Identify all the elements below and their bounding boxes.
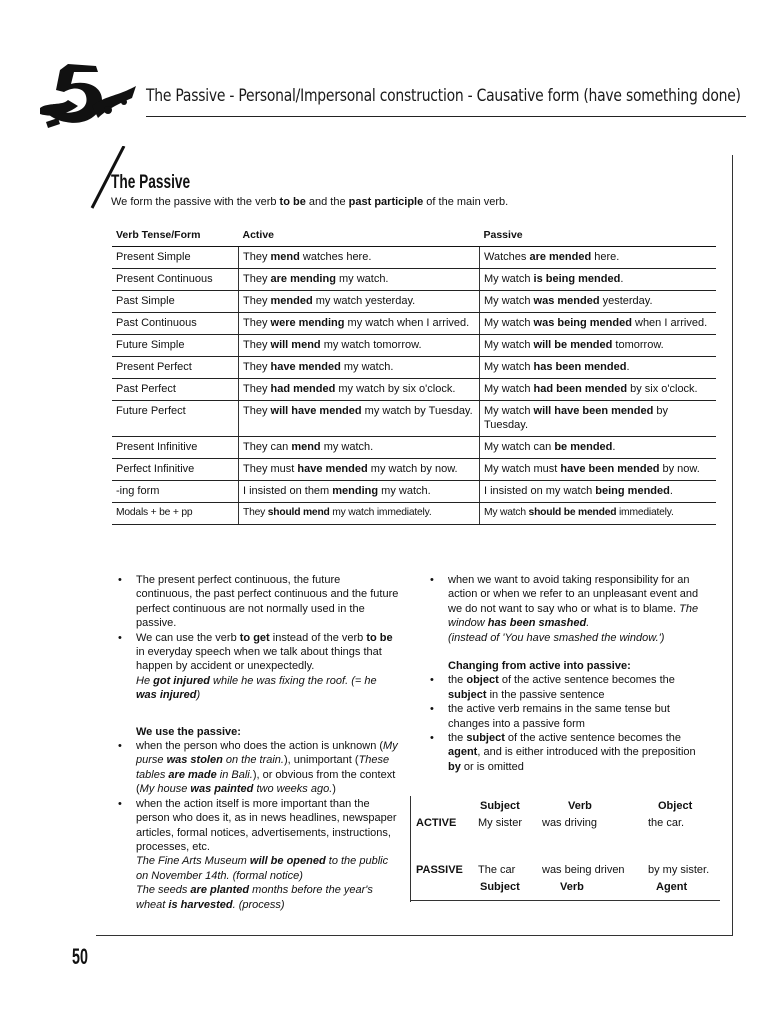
active-example-cell: They mend watches here. <box>239 247 480 269</box>
frame-bottom-border <box>96 935 733 936</box>
table-row <box>112 459 716 481</box>
tense-table <box>112 226 716 525</box>
table-header-row <box>112 226 716 247</box>
passive-example-cell: My watch will be mended tomorrow. <box>480 335 717 357</box>
diagram-passive-subject: The car <box>478 864 516 876</box>
active-example-cell: They will have mended my watch by Tuesday. <box>239 401 480 437</box>
tense-name-cell: Present Continuous <box>112 269 239 291</box>
diagram-active-object: the car. <box>648 817 685 829</box>
notes-right <box>428 573 710 774</box>
note-action-important: • when the action itself is more important than the person who does it, as in news headlines, newspaper articles, formal notices, advertisements, instructions, processes, etc. The Fine Arts Museum will be opened to the public on November 14th. (formal notice) The seeds are planted months before the year's wheat is harvested. (process) <box>116 797 399 912</box>
passive-example-cell: I insisted on my watch being mended. <box>480 481 717 503</box>
passive-example-cell: My watch must have been mended by now. <box>480 459 717 481</box>
diagram-active-label: ACTIVE <box>416 817 457 829</box>
diagram-bottom-border <box>410 900 720 901</box>
diagram-header-verb: Verb <box>568 800 592 812</box>
table-row <box>112 335 716 357</box>
diagram-active-subject: My sister <box>478 817 522 829</box>
tense-name-cell: Past Continuous <box>112 313 239 335</box>
active-example-cell: They mended my watch yesterday. <box>239 291 480 313</box>
diagram-footer-verb: Verb <box>560 881 584 893</box>
note-verb-tense: • the active verb remains in the same tense but changes into a passive form <box>428 702 710 731</box>
table-row <box>112 401 716 437</box>
header-verb-tense: Verb Tense/Form <box>112 226 239 247</box>
diagram-active-verb: was driving <box>542 817 598 829</box>
tense-name-cell: Past Simple <box>112 291 239 313</box>
page-number: 50 <box>72 944 88 969</box>
table-row <box>112 269 716 291</box>
tense-name-cell: -ing form <box>112 481 239 503</box>
passive-example-cell: My watch has been mended. <box>480 357 717 379</box>
tense-name-cell: Present Simple <box>112 247 239 269</box>
active-example-cell: They will mend my watch tomorrow. <box>239 335 480 357</box>
section-intro: We form the passive with the verb to be and the past participle of the main verb. <box>111 196 509 208</box>
table-row <box>112 357 716 379</box>
table-row <box>112 291 716 313</box>
table-row <box>112 379 716 401</box>
passive-example-cell: My watch was being mended when I arrived. <box>480 313 717 335</box>
notes-left <box>116 573 399 912</box>
note-unknown-agent: • when the person who does the action is unknown (My purse was stolen on the train.), unimportant (These tables are made in Bali.), or obvious from the context (My house was painted two weeks ago.) <box>116 739 399 797</box>
table-row <box>112 437 716 459</box>
active-example-cell: They were mending my watch when I arrived. <box>239 313 480 335</box>
tense-name-cell: Future Simple <box>112 335 239 357</box>
tense-name-cell: Present Infinitive <box>112 437 239 459</box>
diagram-header-object: Object <box>658 800 693 812</box>
active-example-cell: They must have mended my watch by now. <box>239 459 480 481</box>
tense-name-cell: Future Perfect <box>112 401 239 437</box>
diagram-left-border <box>410 796 411 902</box>
passive-example-cell: My watch was mended yesterday. <box>480 291 717 313</box>
diagram-passive-agent: by my sister. <box>648 864 710 876</box>
table-row <box>112 503 716 525</box>
diagram-footer-agent: Agent <box>656 881 688 893</box>
frame-right-border <box>732 155 733 935</box>
passive-example-cell: My watch can be mended. <box>480 437 717 459</box>
tense-name-cell: Modals + be + pp <box>112 503 239 525</box>
passive-example-cell: My watch will have been mended by Tuesday. <box>480 401 717 437</box>
diagram-passive-verb: was being driven <box>542 864 625 876</box>
note-continuous-forms: • The present perfect continuous, the future continuous, the past perfect continuous and the future perfect continuous are not normally used in the passive. <box>116 573 399 631</box>
active-example-cell: They are mending my watch. <box>239 269 480 291</box>
note-avoid-responsibility: • when we want to avoid taking responsibility for an action or when we refer to an unpleasant event and we do not want to say who or what is to blame. The window has been smashed. (instead of 'You have smashed the window.') <box>428 573 710 645</box>
note-object-becomes-subject: • the object of the active sentence becomes the subject in the passive sentence <box>428 673 710 702</box>
tense-name-cell: Past Perfect <box>112 379 239 401</box>
active-example-cell: I insisted on them mending my watch. <box>239 481 480 503</box>
passive-example-cell: My watch had been mended by six o'clock. <box>480 379 717 401</box>
header-passive: Passive <box>480 226 717 247</box>
note-get-passive: • We can use the verb to get instead of the verb to be in everyday speech when we talk about things that happen by accident or unexpectedly. He got injured while he was fixing the roof. (= he was injured) <box>116 631 399 703</box>
tense-name-cell: Present Perfect <box>112 357 239 379</box>
chapter-title: The Passive - Personal/Impersonal construction - Causative form (have something done) <box>146 86 741 106</box>
passive-example-cell: Watches are mended here. <box>480 247 717 269</box>
table-row <box>112 313 716 335</box>
diagram-footer-subject: Subject <box>480 881 520 893</box>
use-passive-heading: We use the passive: <box>136 725 241 738</box>
active-passive-diagram <box>410 796 722 902</box>
section-title: The Passive <box>111 172 191 193</box>
passive-example-cell: My watch is being mended. <box>480 269 717 291</box>
chapter-logo-icon <box>38 62 138 130</box>
diagram-header-subject: Subject <box>480 800 520 812</box>
tense-name-cell: Perfect Infinitive <box>112 459 239 481</box>
header-active: Active <box>239 226 480 247</box>
active-example-cell: They can mend my watch. <box>239 437 480 459</box>
note-subject-becomes-agent: • the subject of the active sentence becomes the agent, and is either introduced with the preposition by or is omitted <box>428 731 710 774</box>
table-row <box>112 247 716 269</box>
diagram-passive-label: PASSIVE <box>416 864 463 876</box>
active-example-cell: They have mended my watch. <box>239 357 480 379</box>
changing-heading: Changing from active into passive: <box>448 660 631 673</box>
header-rule <box>146 116 746 117</box>
active-example-cell: They had mended my watch by six o'clock. <box>239 379 480 401</box>
active-example-cell: They should mend my watch immediately. <box>239 503 480 525</box>
passive-example-cell: My watch should be mended immediately. <box>480 503 717 525</box>
table-row <box>112 481 716 503</box>
